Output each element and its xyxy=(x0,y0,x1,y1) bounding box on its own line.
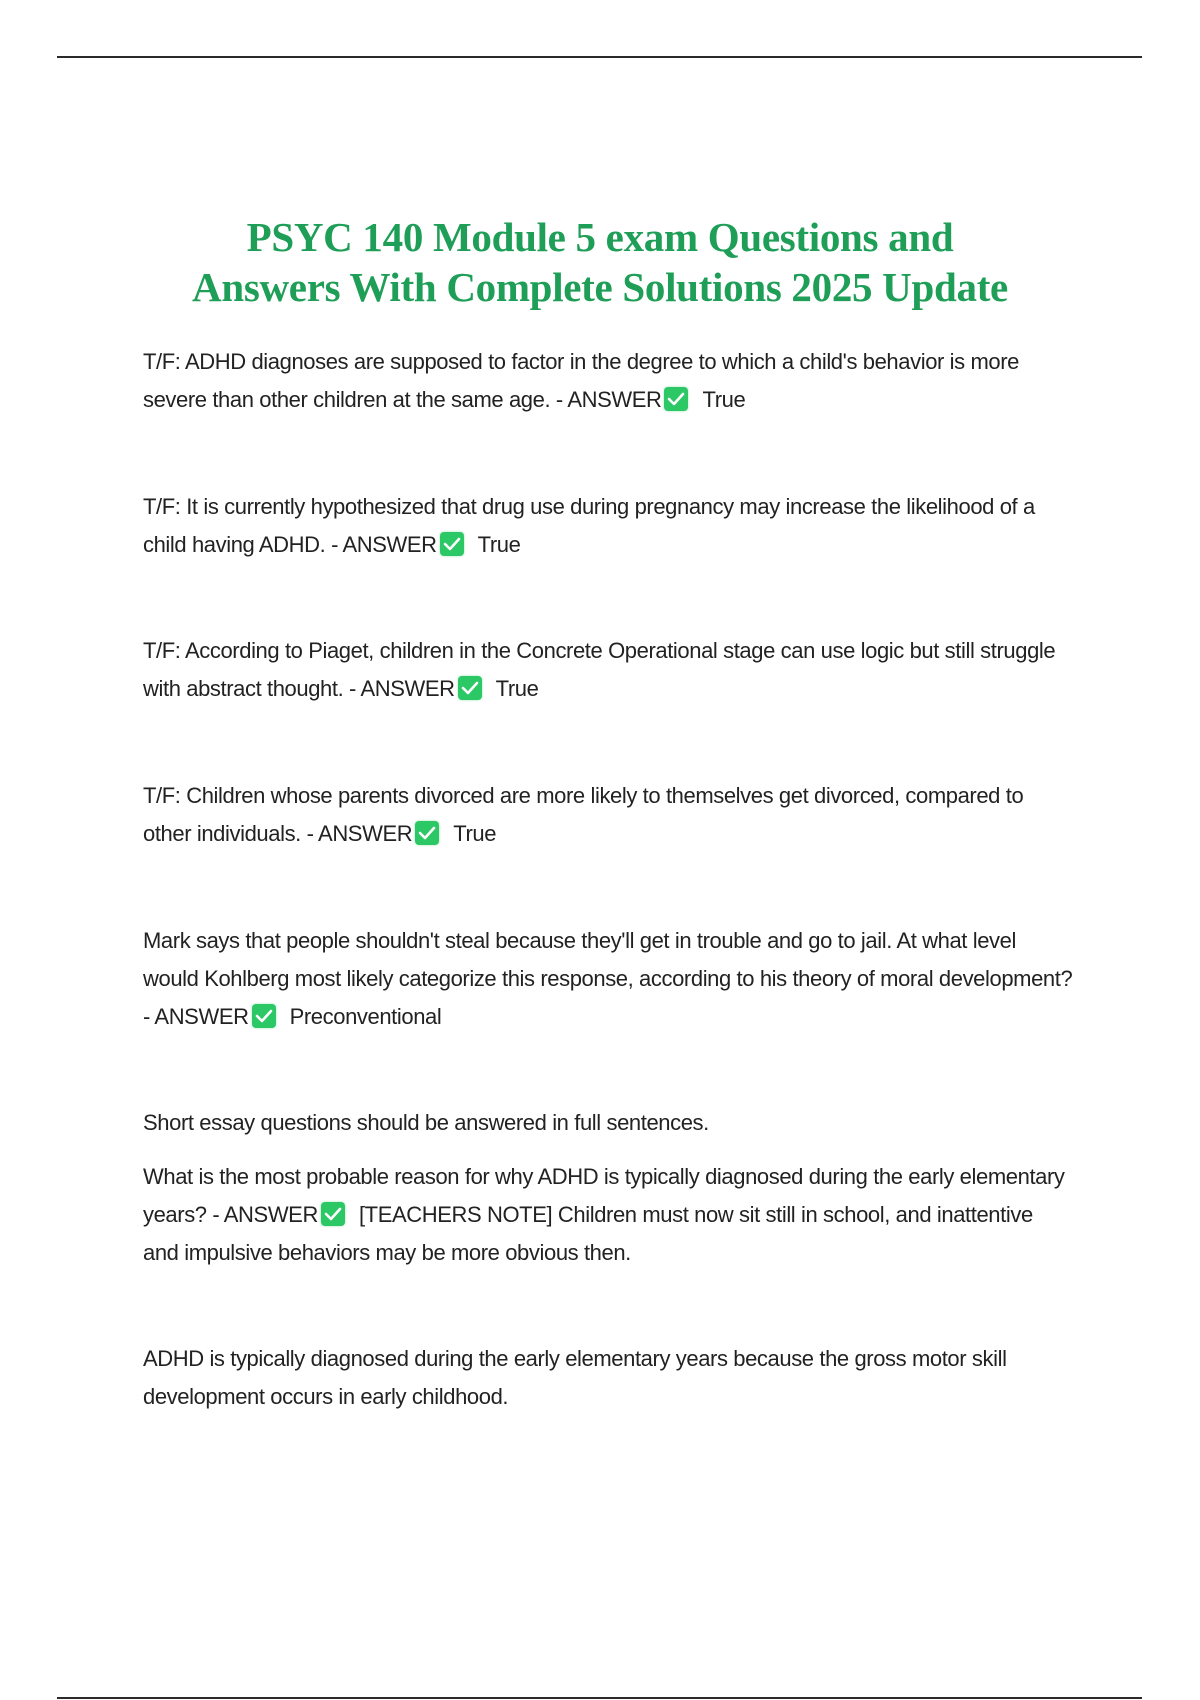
answer-marker: - ANSWER xyxy=(143,1004,249,1029)
answer-text: True xyxy=(495,676,539,701)
trailing-text: ADHD is typically diagnosed during the early elementary years because the gross motor skill development occurs in early childhood. xyxy=(143,1346,1007,1409)
answer-text: True xyxy=(477,532,521,557)
answer-marker: - ANSWER xyxy=(555,387,662,412)
check-box-icon xyxy=(415,821,439,845)
trailing-paragraph xyxy=(143,1340,1073,1416)
question-item-2 xyxy=(143,488,1073,564)
answer-marker: - ANSWER xyxy=(212,1202,318,1227)
answer-text: True xyxy=(453,821,497,846)
bottom-divider xyxy=(57,1697,1142,1699)
document-title xyxy=(0,212,1200,312)
question-text: What is the most probable reason for why ADHD is typically diagnosed during the early elementary years? xyxy=(143,1164,1065,1227)
check-box-icon xyxy=(440,532,464,556)
question-text: Mark says that people shouldn't steal because they'll get in trouble and go to jail. At what level would Kohlberg most likely categorize this response, according to his theory of moral development? xyxy=(143,928,1073,991)
title-line-2: Answers With Complete Solutions 2025 Update xyxy=(192,264,1008,310)
instruction-text xyxy=(143,1104,1073,1142)
question-item-3 xyxy=(143,632,1073,708)
answer-marker: - ANSWER xyxy=(306,821,413,846)
answer-text: True xyxy=(702,387,746,412)
answer-marker: - ANSWER xyxy=(331,532,437,557)
question-text: T/F: According to Piaget, children in the Concrete Operational stage can use logic but still struggle with abstract thought. xyxy=(143,638,1056,701)
check-box-icon xyxy=(252,1004,276,1028)
check-box-icon xyxy=(664,387,688,411)
answer-text: [TEACHERS NOTE] Children must now sit still in school, and inattentive and impulsive behaviors may be more obvious then. xyxy=(143,1202,1033,1265)
question-text: T/F: It is currently hypothesized that drug use during pregnancy may increase the likelihood of a child having ADHD. xyxy=(143,494,1035,557)
check-box-icon xyxy=(458,676,482,700)
question-item-5 xyxy=(143,922,1073,1036)
question-text: T/F: ADHD diagnoses are supposed to factor in the degree to which a child's behavior is more severe than other children at the same age. xyxy=(143,349,1019,412)
answer-marker: - ANSWER xyxy=(349,676,455,701)
question-item-4 xyxy=(143,777,1073,853)
essay-question-item xyxy=(143,1158,1073,1272)
title-line-1: PSYC 140 Module 5 exam Questions and xyxy=(246,214,954,260)
instruction: Short essay questions should be answered in full sentences. xyxy=(143,1110,709,1135)
top-divider xyxy=(57,56,1142,58)
question-item-1 xyxy=(143,343,1073,419)
answer-text: Preconventional xyxy=(289,1004,442,1029)
check-box-icon xyxy=(321,1202,345,1226)
question-text: T/F: Children whose parents divorced are more likely to themselves get divorced, compared to other individuals. xyxy=(143,783,1024,846)
